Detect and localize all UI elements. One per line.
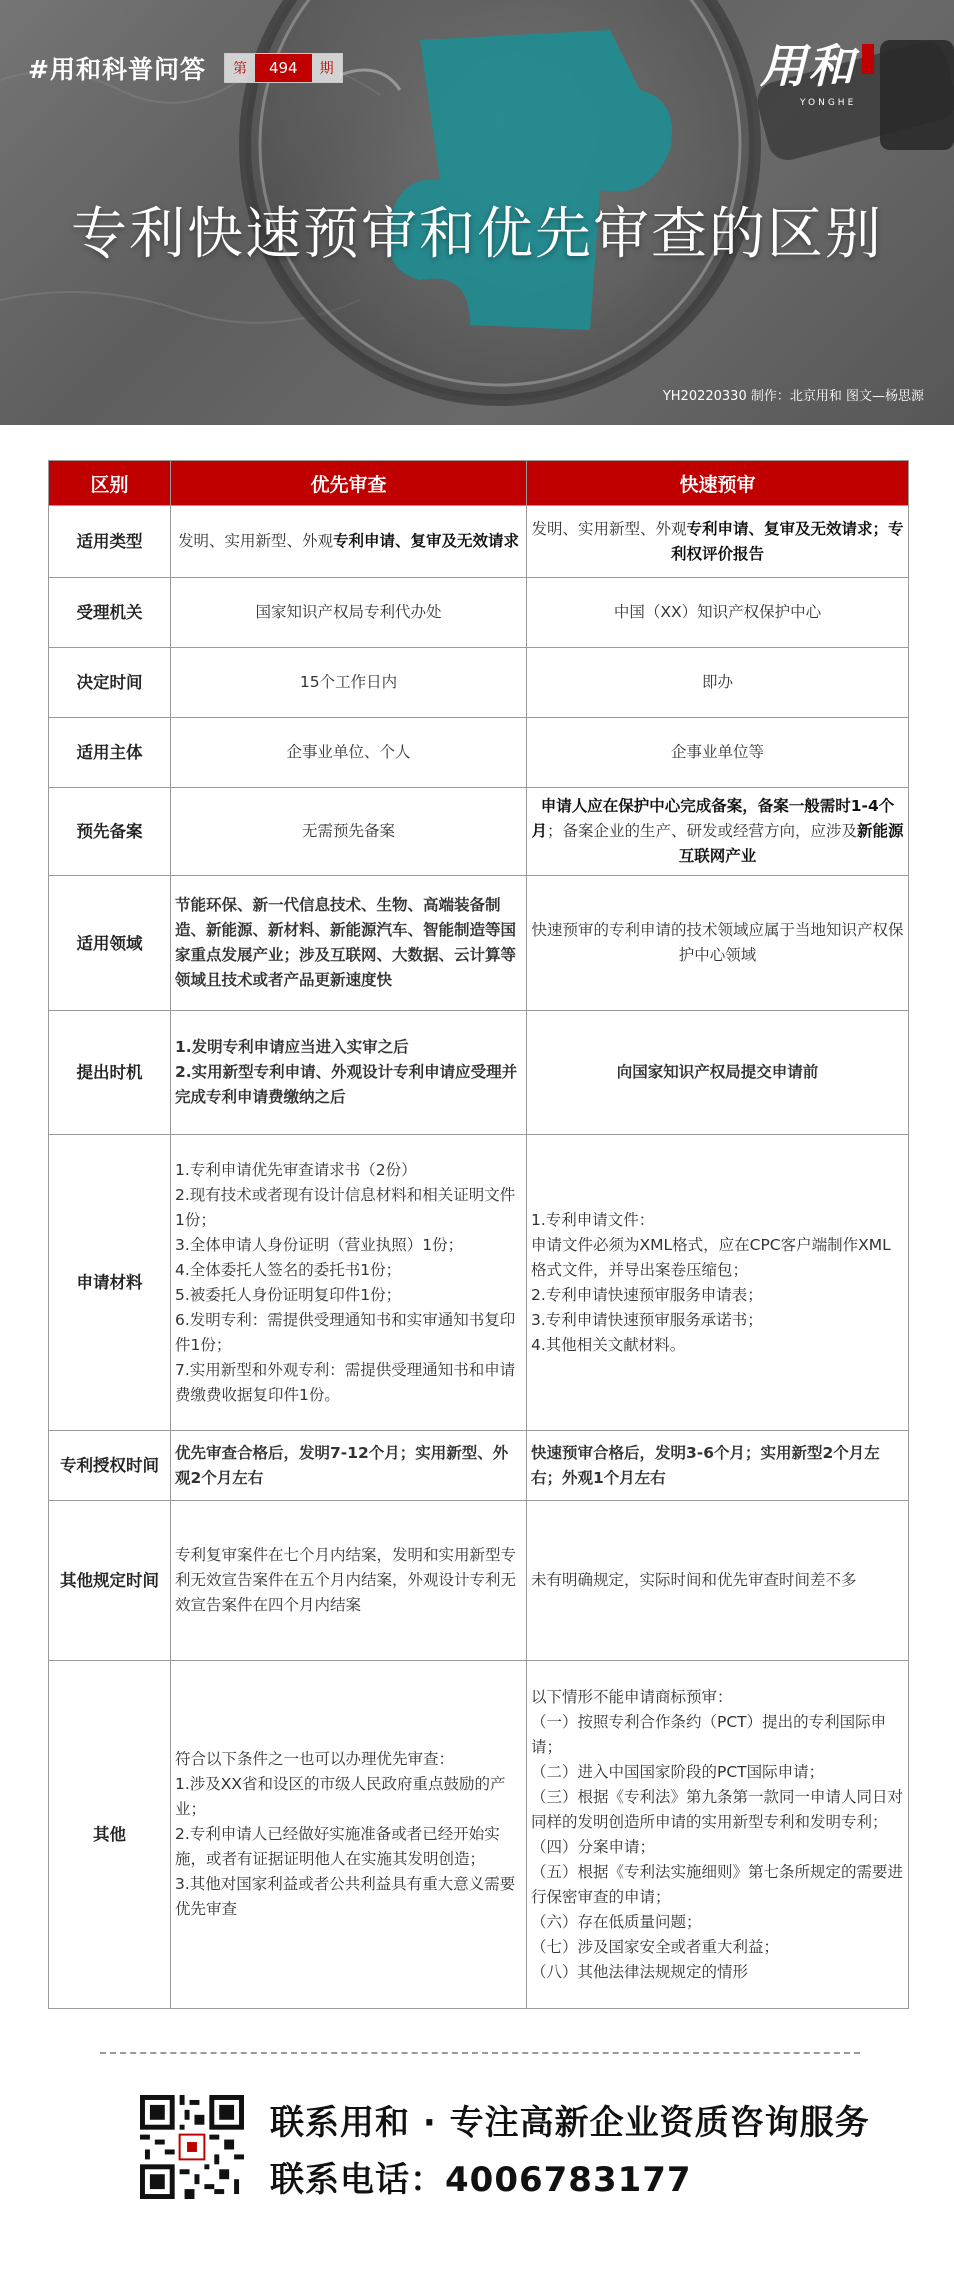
priority-cell [171,1011,527,1135]
priority-cell [171,1661,527,2009]
brand-english-name: YONGHE [800,98,857,108]
table-row [49,1661,909,2009]
issue-badge [224,53,343,83]
issue-prefix: 第 [232,61,247,77]
comparison-table [48,460,909,2009]
priority-cell: 企事业单位、个人 [171,718,527,788]
priority-cell: 国家知识产权局专利代办处 [171,578,527,648]
qr-code-icon [140,2095,244,2199]
row-label: 受理机关 [49,578,171,648]
row-label: 其他 [49,1661,171,2009]
cell-text: ；备案企业的生产、研发或经营方向，应涉及 [546,822,857,840]
row-label: 申请材料 [49,1135,171,1431]
header-fast-prereview: 快速预审 [527,461,909,506]
list-item: 1.专利申请优先审查请求书（2份） [175,1160,417,1179]
list-item: 2.现有技术或者现有设计信息材料和相关证明文件1份； [175,1185,516,1229]
contact-phone: 联系电话：4006783177 [270,2160,692,2200]
brand-logo [760,40,874,92]
list-item: 2.专利申请人已经做好实施准备或者已经开始实施，或者有证据证明他人在实施其发明创造； [175,1825,500,1868]
list-item: 2.专利申请快速预审服务申请表； [531,1285,763,1304]
cell-text: 发明、实用新型、外观 [531,519,687,538]
list-item: 6.发明专利：需提供受理通知书和实审通知书复印件1份； [175,1310,516,1354]
list-item: （七）涉及国家安全或者重大利益； [531,1937,780,1956]
table-row [49,1431,909,1501]
fast-cell [527,1135,909,1431]
list-item: （二）进入中国国家阶段的PCT国际申请； [531,1762,825,1781]
table-row [49,718,909,788]
cell-text-bold: 专利申请、复审及无效请求 [333,532,520,550]
row-label: 预先备案 [49,788,171,876]
priority-cell: 无需预先备案 [171,788,527,876]
contact-slogan: 联系用和 · 专注高新企业资质咨询服务 [270,2103,870,2143]
cell-line: 2.实用新型专利申请、外观设计专利申请应受理并完成专利申请费缴纳之后 [175,1063,518,1106]
list-item: （五）根据《专利法实施细则》第七条所规定的需要进行保密审查的申请； [531,1862,904,1906]
topic-tag: #用和科普问答 [28,55,206,84]
list-item: （一）按照专利合作条约（PCT）提出的专利国际申请； [531,1712,887,1756]
row-label: 专利授权时间 [49,1431,171,1501]
table-row [49,648,909,718]
credit-line: YH20220330 制作：北京用和 图文—杨思源 [662,389,924,404]
list-item: 1.涉及XX省和设区的市级人民政府重点鼓励的产业； [175,1775,506,1818]
list-item: 4.其他相关文献材料。 [531,1335,686,1354]
list-item: 5.被委托人身份证明复印件1份； [175,1285,402,1304]
list-item: （六）存在低质量问题； [531,1912,702,1931]
brand-name: 用和 [760,39,856,93]
topic-tag-line [28,50,343,86]
issue-number: 494 [255,54,312,82]
row-label: 适用类型 [49,506,171,578]
table-row [49,578,909,648]
cell-text-bold: 新能源互联网产业 [678,822,904,865]
priority-cell [171,1135,527,1431]
fast-cell: 企事业单位等 [527,718,909,788]
table-row [49,1501,909,1661]
row-label: 适用领域 [49,876,171,1011]
list-item: 符合以下条件之一也可以办理优先审查： [175,1750,455,1768]
table-row [49,788,909,876]
cell-line: 1.发明专利申请应当进入实审之后 [175,1038,409,1056]
fast-cell [527,506,909,578]
fast-cell: 向国家知识产权局提交申请前 [527,1011,909,1135]
list-item: 7.实用新型和外观专利：需提供受理通知书和申请费缴费收据复印件1份。 [175,1360,516,1404]
fast-cell: 未有明确规定，实际时间和优先审查时间差不多 [527,1501,909,1661]
priority-cell: 专利复审案件在七个月内结案，发明和实用新型专利无效宣告案件在五个月内结案，外观设计专利无效宣告案件在四个月内结案 [171,1501,527,1661]
cell-text-bold: 专利申请、复审及无效请求；专利权评价报告 [670,519,904,563]
fast-cell [527,788,909,876]
table-row [49,1135,909,1431]
row-label: 其他规定时间 [49,1501,171,1661]
page-title: 专利快速预审和优先审查的区别 [71,202,883,267]
list-item: 3.其他对国家利益或者公共利益具有重大意义需要优先审查 [175,1875,516,1918]
issue-suffix: 期 [319,61,334,77]
table-row [49,1011,909,1135]
table-row [49,876,909,1011]
row-label: 适用主体 [49,718,171,788]
list-item: （四）分案申请； [531,1837,656,1856]
table-row [49,506,909,578]
list-item: （八）其他法律法规规定的情形 [531,1962,749,1981]
fast-cell: 即办 [527,648,909,718]
comparison-table-wrap [48,460,908,2009]
list-item: 申请文件必须为XML格式，应在CPC客户端制作XML格式文件，并导出案卷压缩包； [531,1235,891,1279]
header-priority-exam: 优先审查 [171,461,527,506]
row-label: 提出时机 [49,1011,171,1135]
priority-cell [171,506,527,578]
table-header-row [49,461,909,506]
fast-cell: 中国（XX）知识产权保护中心 [527,578,909,648]
priority-cell: 优先审查合格后，发明7-12个月；实用新型、外观2个月左右 [171,1431,527,1501]
fast-cell: 快速预审的专利申请的技术领域应属于当地知识产权保护中心领域 [527,876,909,1011]
list-item: 以下情形不能申请商标预审： [531,1687,733,1706]
fast-cell: 快速预审合格后，发明3-6个月；实用新型2个月左右；外观1个月左右 [527,1431,909,1501]
brand-seal-icon [862,44,874,74]
row-label: 决定时间 [49,648,171,718]
header-difference: 区别 [49,461,171,506]
list-item: 4.全体委托人签名的委托书1份； [175,1260,402,1279]
dashed-divider [100,2052,860,2054]
priority-cell: 15个工作日内 [171,648,527,718]
list-item: 3.专利申请快速预审服务承诺书； [531,1310,763,1329]
cell-text-bold: 申请人应在保护中心完成备案，备案一般需时1-4个月 [531,797,895,840]
list-item: 1.专利申请文件： [531,1210,655,1229]
priority-cell: 节能环保、新一代信息技术、生物、高端装备制造、新能源、新材料、新能源汽车、智能制造等国家重点发展产业；涉及互联网、大数据、云计算等领域且技术或者产品更新速度快 [171,876,527,1011]
header-banner [0,0,954,425]
list-item: （三）根据《专利法》第九条第一款同一申请人同日对同样的发明创造所申请的实用新型专利和发明专利； [531,1787,904,1831]
list-item: 3.全体申请人身份证明（营业执照）1份； [175,1235,464,1254]
fast-cell [527,1661,909,2009]
cell-text: 发明、实用新型、外观 [177,532,333,550]
